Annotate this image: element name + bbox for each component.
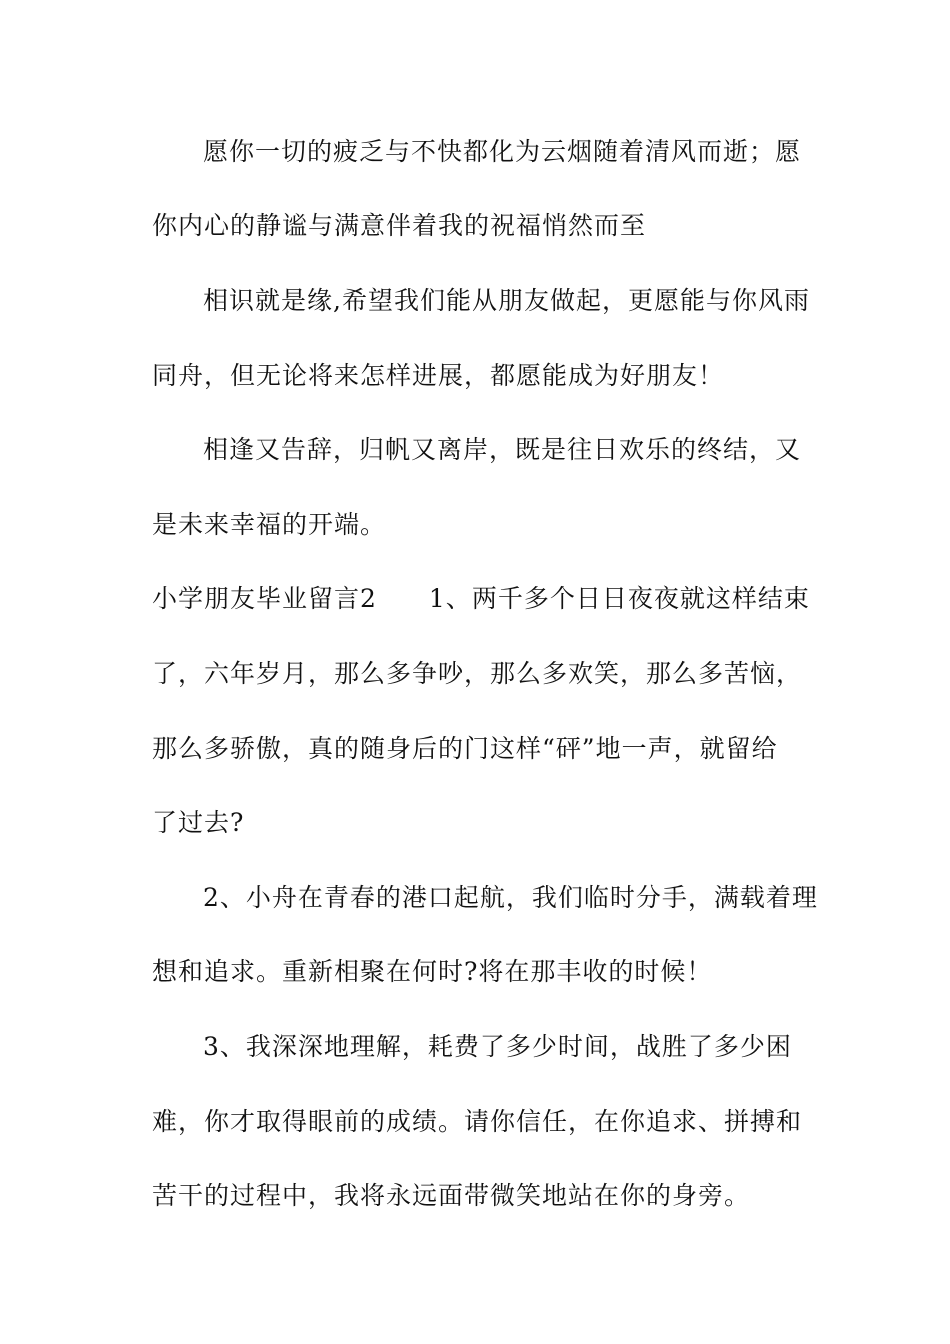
text-line: 那么多骄傲，真的随身后的门这样“砰”地一声，就留给 bbox=[152, 734, 778, 763]
text-line: 3、我深深地理解，耗费了多少时间，战胜了多少困 bbox=[203, 1032, 792, 1061]
text-line: 愿你一切的疲乏与不快都化为云烟随着清风而逝；愿 bbox=[203, 137, 802, 166]
text-line: 了，六年岁月，那么多争吵，那么多欢笑，那么多苦恼， bbox=[152, 659, 803, 688]
text-line: 2、小舟在青春的港口起航，我们临时分手，满载着理 bbox=[203, 883, 818, 912]
text-line: 了过去? bbox=[152, 808, 245, 837]
text-line: 是未来幸福的开端。 bbox=[152, 510, 387, 539]
text-line: 你内心的静谧与满意伴着我的祝福悄然而至 bbox=[152, 211, 647, 240]
text-line: 想和追求。重新相聚在何时?将在那丰收的时候！ bbox=[152, 957, 713, 986]
text-line: 小学朋友毕业留言2 1、两千多个日日夜夜就这样结束 bbox=[152, 584, 810, 613]
text-line: 同舟，但无论将来怎样进展，都愿能成为好朋友！ bbox=[152, 361, 725, 390]
text-line: 苦干的过程中，我将永远面带微笑地站在你的身旁。 bbox=[152, 1181, 751, 1210]
text-line: 相逢又告辞，归帆又离岸，既是往日欢乐的终结，又 bbox=[203, 435, 802, 464]
text-line: 相识就是缘,希望我们能从朋友做起，更愿能与你风雨 bbox=[203, 286, 810, 315]
text-line: 难，你才取得眼前的成绩。请你信任，在你追求、拼搏和 bbox=[152, 1107, 803, 1136]
